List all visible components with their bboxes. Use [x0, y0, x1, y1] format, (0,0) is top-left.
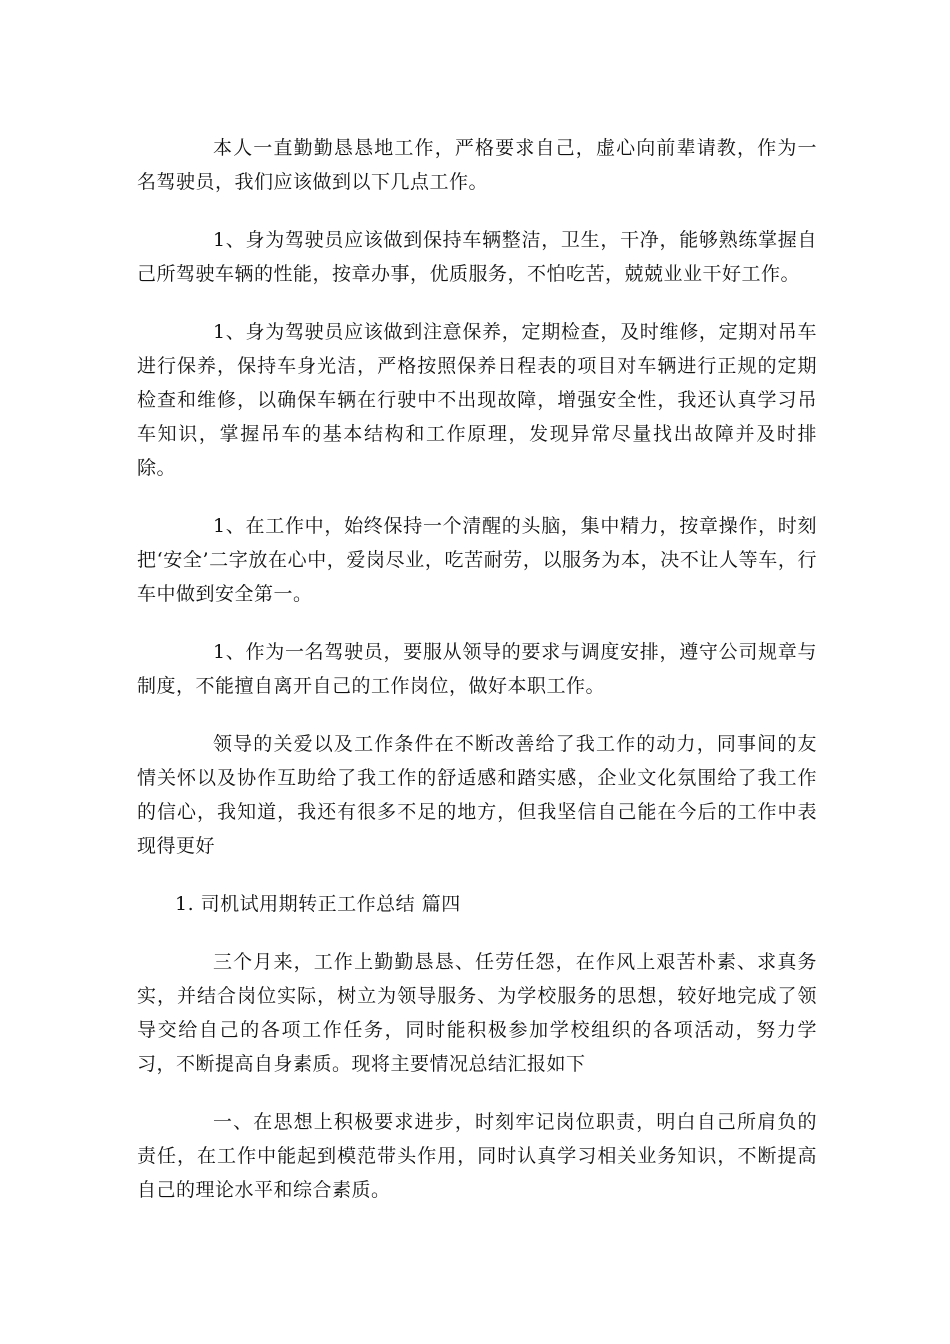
paragraph-summary: 三个月来，工作上勤勤恳恳、任劳任怨，在作风上艰苦朴素、求真务实，并结合岗位实际，树立为领导服务、为学校服务的思想，较好地完成了领导交给自己的各项工作任务，同时能积极参加学校组织的各项活动，努力学习，不断提高自身素质。现将主要情况总结汇报如下 — [137, 951, 817, 1075]
paragraph-conclusion: 领导的关爱以及工作条件在不断改善给了我工作的动力，同事间的友情关怀以及协作互助给了我工作的舒适感和踏实感，企业文化氛围给了我工作的信心，我知道，我还有很多不足的地方，但我坚信自己能在今后的工作中表现得更好 — [137, 733, 817, 857]
section-heading: 1. 司机试用期转正工作总结 篇四 — [175, 893, 461, 915]
paragraph-item-maintenance: 1、身为驾驶员应该做到注意保养，定期检查，及时维修，定期对吊车进行保养，保持车身光洁，严格按照保养日程表的项目对车辆进行正规的定期检查和维修，以确保车辆在行驶中不出现故障，增强安全性，我还认真学习吊车知识，掌握吊车的基本结构和工作原理，发现异常尽量找出故障并及时排除。 — [137, 321, 817, 479]
paragraph-item-obedience: 1、作为一名驾驶员，要服从领导的要求与调度安排，遵守公司规章与制度，不能擅自离开自己的工作岗位，做好本职工作。 — [137, 641, 817, 697]
paragraph-ideology: 一、在思想上积极要求进步，时刻牢记岗位职责，明白自己所肩负的责任，在工作中能起到模范带头作用，同时认真学习相关业务知识，不断提高自己的理论水平和综合素质。 — [137, 1111, 817, 1201]
document-body — [137, 131, 817, 1207]
paragraph-item-cleanliness: 1、身为驾驶员应该做到保持车辆整洁，卫生，干净，能够熟练掌握自己所驾驶车辆的性能，按章办事，优质服务，不怕吃苦，兢兢业业干好工作。 — [137, 229, 817, 285]
paragraph-intro: 本人一直勤勤恳恳地工作，严格要求自己，虚心向前辈请教，作为一名驾驶员，我们应该做到以下几点工作。 — [137, 137, 817, 193]
paragraph-item-safety: 1、在工作中，始终保持一个清醒的头脑，集中精力，按章操作，时刻把‘安全’二字放在心中，爱岗尽业，吃苦耐劳，以服务为本，决不让人等车，行车中做到安全第一。 — [137, 515, 817, 605]
